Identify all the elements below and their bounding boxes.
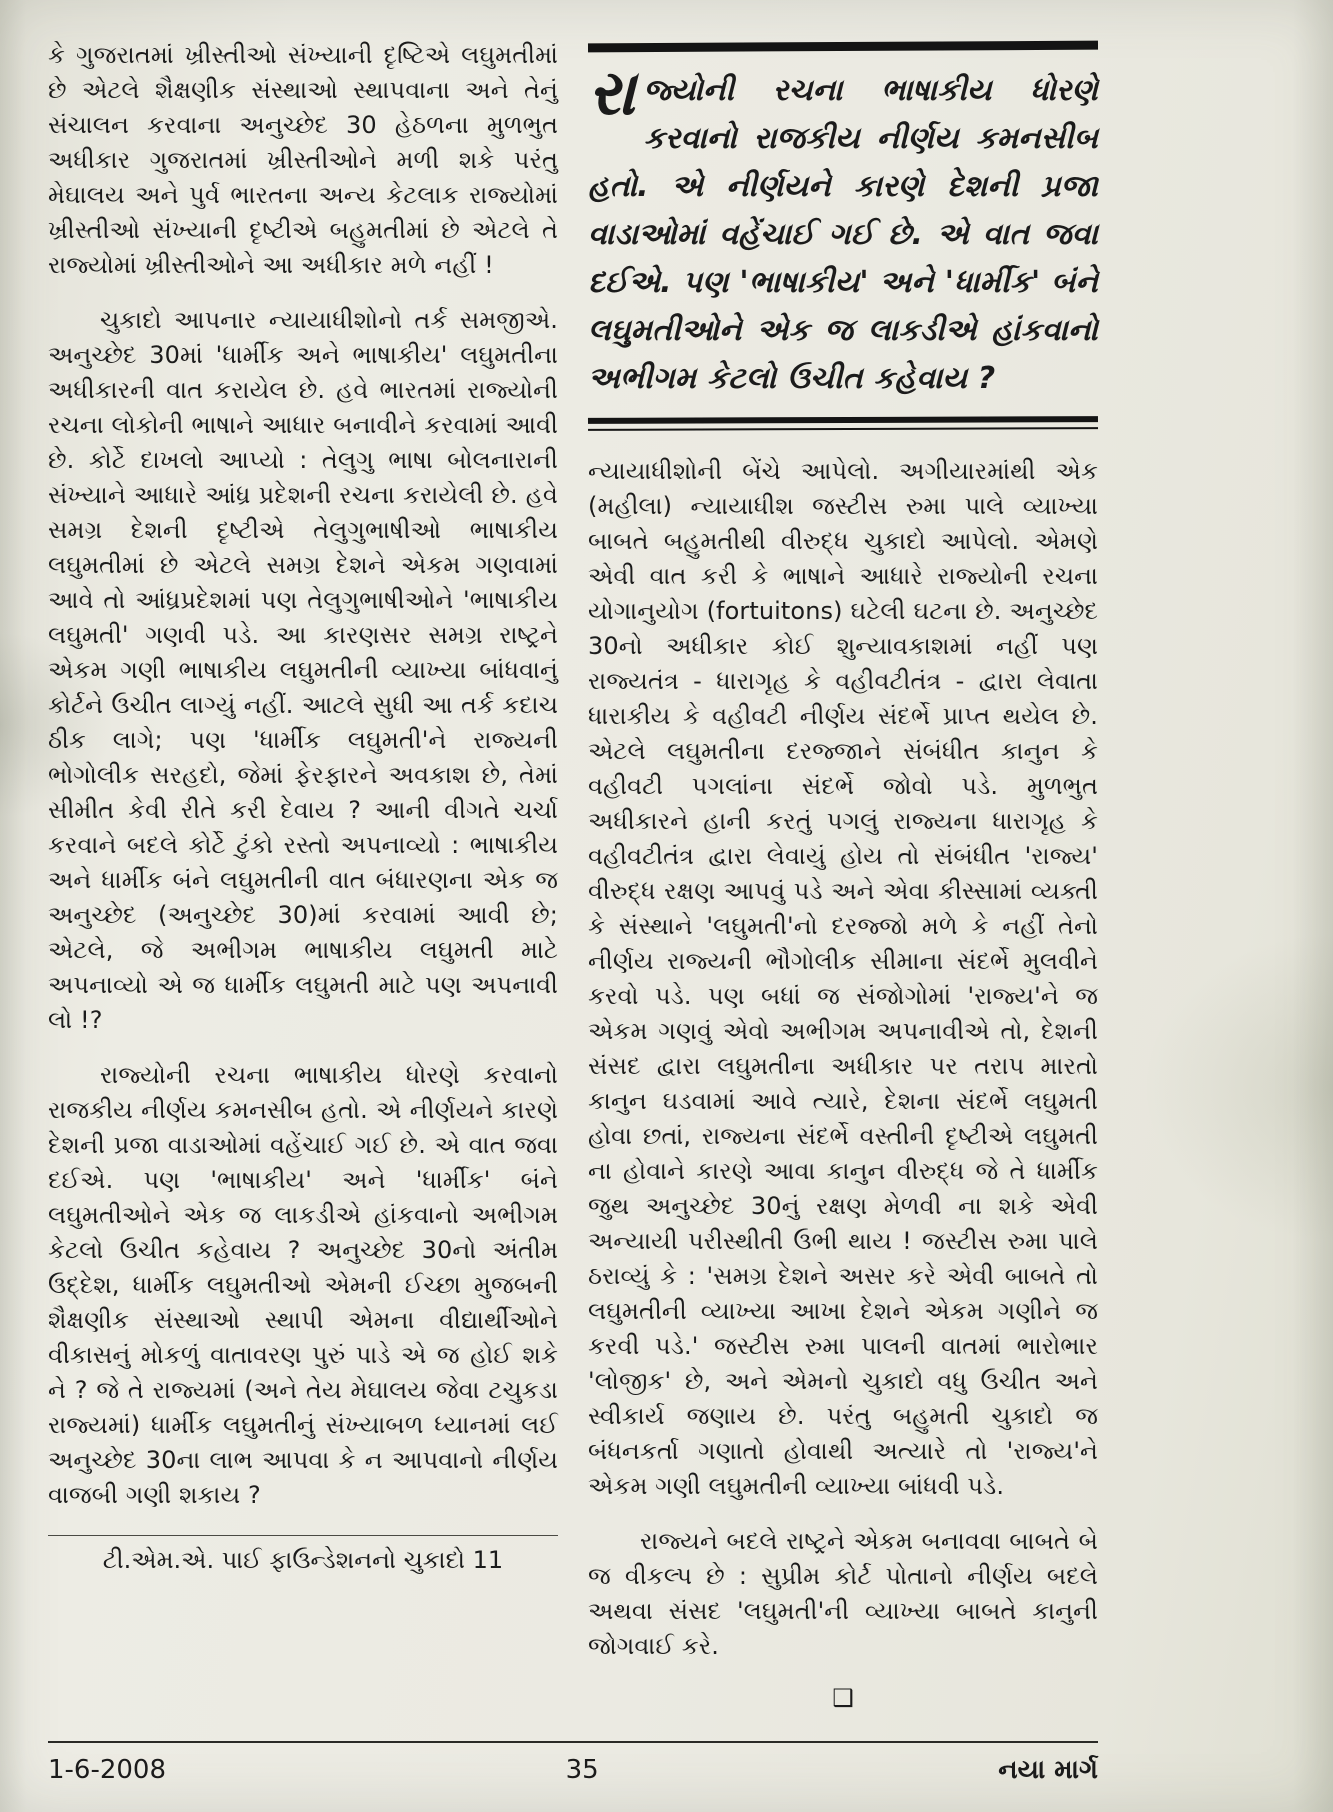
right-column	[588, 38, 1098, 1712]
pull-quote-drop-cap: રા	[588, 56, 636, 129]
body-paragraph: ચુકાદો આપનાર ન્યાયાધીશોનો તર્ક સમજીએ. અનુચ્છેદ 30માં 'ધાર્મીક અને ભાષાકીય' લઘુમતીના અધીકારની વાત કરાયેલ છે. હવે ભારતમાં રાજ્યોની રચના લોકોની ભાષાને આધાર બનાવીને કરવામાં આવી છે. કોર્ટે દાખલો આપ્યો : તેલુગુ ભાષા બોલનારાની સંખ્યાને આધારે આંધ્ર પ્રદેશની રચના કરાયેલી છે. હવે સમગ્ર દેશની દૃષ્ટીએ તેલુગુભાષીઓ ભાષાકીય લઘુમતીમાં છે એટલે સમગ્ર દેશને એકમ ગણવામાં આવે તો આંધ્રપ્રદેશમાં પણ તેલુગુભાષીઓને 'ભાષાકીય લઘુમતી' ગણવી પડે. આ કારણસર સમગ્ર રાષ્ટ્રને એકમ ગણી ભાષાકીય લઘુમતીની વ્યાખ્યા બાંધવાનું કોર્ટને ઉચીત લાગ્યું નહીં. આટલે સુધી આ તર્ક કદાચ ઠીક લાગે; પણ 'ધાર્મીક લઘુમતી'ને રાજ્યની ભોગોલીક સરહદો, જેમાં ફેરફારને અવકાશ છે, તેમાં સીમીત કેવી રીતે કરી દેવાય ? આની વીગતે ચર્ચા કરવાને બદલે કોર્ટે ટુંકો રસ્તો અપનાવ્યો : ભાષાકીય અને ધાર્મીક બંને લઘુમતીની વાત બંધારણના એક જ અનુચ્છેદ (અનુચ્છેદ 30)માં કરવામાં આવી છે; એટલે, જે અભીગમ ભાષાકીય લઘુમતી માટે અપનાવ્યો એ જ ધાર્મીક લઘુમતી માટે પણ અપનાવી લો !?	[48, 306, 558, 1034]
body-paragraph: કે ગુજરાતમાં ખ્રીસ્તીઓ સંખ્યાની દૃષ્ટિએ લઘુમતીમાં છે એટલે શૈક્ષણીક સંસ્થાઓ સ્થાપવાના અને તેનું સંચાલન કરવાના અનુચ્છેદ 30 હેઠળના મુળભુત અધીકાર ગુજરાતમાં ખ્રીસ્તીઓને મળી શકે પરંતુ મેઘાલય અને પુર્વ ભારતના અન્ય કેટલાક રાજ્યોમાં ખ્રીસ્તીઓ સંખ્યાની દૃષ્ટીએ બહુમતીમાં છે એટલે તે રાજ્યોમાં ખ્રીસ્તીઓને આ અધીકાર મળે નહીં !	[48, 41, 558, 279]
pull-quote	[588, 56, 1098, 403]
end-of-article-icon: ❑	[832, 1684, 854, 1712]
body-paragraph: રાજ્યોની રચના ભાષાકીય ધોરણે કરવાનો રાજકીય નીર્ણય કમનસીબ હતો. એ નીર્ણયને કારણે દેશની પ્રજા વાડાઓમાં વહેંચાઈ ગઈ છે. એ વાત જવા દઈએ. પણ 'ભાષાકીય' અને 'ધાર્મીક' બંને લઘુમતીઓને એક જ લાકડીએ હાંકવાનો અભીગમ કેટલો ઉચીત કહેવાય ? અનુચ્છેદ 30નો અંતીમ ઉદ્દેશ, ધાર્મીક લઘુમતીઓ એમની ઈચ્છા મુજબની શૈક્ષણીક સંસ્થાઓ સ્થાપી એમના વીદ્યાર્થીઓને વીકાસનું મોકળું વાતાવરણ પુરું પાડે એ જ હોઈ શકે ને ? જે તે રાજ્યમાં (અને તેય મેઘાલય જેવા ટચુકડા રાજ્યમાં) ધાર્મીક લઘુમતીનું સંખ્યાબળ ધ્યાનમાં લઈ અનુચ્છેદ 30ના લાભ આપવા કે ન આપવાનો નીર્ણય વાજબી ગણી શકાય ?	[48, 1061, 558, 1509]
page-footer	[48, 1741, 1098, 1786]
top-rule	[588, 41, 1098, 53]
body-paragraph: રાજ્યને બદલે રાષ્ટ્રને એકમ બનાવવા બાબતે બે જ વીકલ્પ છે : સુપ્રીમ કોર્ટ પોતાનો નીર્ણય બદલે અથવા સંસદ 'લઘુમતી'ની વ્યાખ્યા બાબતે કાનુની જોગવાઈ કરે.	[588, 1527, 1098, 1660]
footer-page-number: 35	[565, 1755, 599, 1785]
pull-quote-text: જ્યોની રચના ભાષાકીય ધોરણે કરવાનો રાજકીય નીર્ણય કમનસીબ હતો. એ નીર્ણયને કારણે દેશની પ્રજા વાડાઓમાં વહેંચાઈ ગઈ છે. એ વાત જવા દઈએ. પણ 'ભાષાકીય' અને 'ધાર્મીક' બંને લઘુમતીઓને એક જ લાકડીએ હાંકવાનો અભીગમ કેટલો ઉચીત કહેવાય ?	[588, 73, 1098, 396]
double-rule	[588, 416, 1098, 431]
series-footnote: ટી.એમ.એ. પાઈ ફાઉન્ડેશનનો ચુકાદો 11	[48, 1535, 558, 1574]
footer-date: 1-6-2008	[48, 1755, 167, 1785]
footer-magazine-name: નયા માર્ગ	[998, 1755, 1098, 1785]
left-column	[48, 38, 558, 1712]
body-paragraph: ન્યાયાધીશોની બેંચે આપેલો. અગીયારમાંથી એક (મહીલા) ન્યાયાધીશ જસ્ટીસ રુમા પાલે વ્યાખ્યા બાબતે બહુમતીથી વીરુદ્ધ ચુકાદો આપેલો. એમણે એવી વાત કરી કે ભાષાને આધારે રાજ્યોની રચના યોગાનુયોગ (fortuitons) ઘટેલી ઘટના છે. અનુચ્છેદ 30નો અધીકાર કોઈ શુન્યાવકાશમાં નહીં પણ રાજ્યતંત્ર - ધારાગૃહ કે વહીવટીતંત્ર - દ્વારા લેવાતા ધારાકીય કે વહીવટી નીર્ણય સંદર્ભે પ્રાપ્ત થયેલ છે. એટલે લઘુમતીના દરજ્જાને સંબંધીત કાનુન કે વહીવટી પગલાંના સંદર્ભે જોવો પડે. મુળભુત અધીકારને હાની કરતું પગલું રાજ્યના ધારાગૃહ કે વહીવટીતંત્ર દ્વારા લેવાયું હોય તો સંબંધીત 'રાજ્ય' વીરુદ્ધ રક્ષણ આપવું પડે અને એવા કીસ્સામાં વ્યક્તી કે સંસ્થાને 'લઘુમતી'નો દરજ્જો મળે કે નહીં તેનો નીર્ણય રાજ્યની ભૌગોલીક સીમાના સંદર્ભે મુલવીને કરવો પડે. પણ બધાં જ સંજોગોમાં 'રાજ્ય'ને જ એકમ ગણવું એવો અભીગમ અપનાવીએ તો, દેશની સંસદ દ્વારા લઘુમતીના અધીકાર પર તરાપ મારતો કાનુન ઘડવામાં આવે ત્યારે, દેશના સંદર્ભે લઘુમતી હોવા છતાં, રાજ્યના સંદર્ભે વસ્તીની દૃષ્ટીએ લઘુમતી ના હોવાને કારણે આવા કાનુન વીરુદ્ધ જે તે ધાર્મીક જુથ અનુચ્છેદ 30નું રક્ષણ મેળવી ના શકે એવી અન્યાયી પરીસ્થીતી ઉભી થાય ! જસ્ટીસ રુમા પાલે ઠરાવ્યું કે : 'સમગ્ર દેશને અસર કરે એવી બાબતે તો લઘુમતીની વ્યાખ્યા આખા દેશને એકમ ગણીને જ કરવી પડે.' જસ્ટીસ રુમા પાલની વાતમાં ભારોભાર 'લોજીક' છે, અને એમનો ચુકાદો વધુ ઉચીત અને સ્વીકાર્ય જણાય છે. પરંતુ બહુમતી ચુકાદો જ બંધનકર્તા ગણાતો હોવાથી અત્યારે તો 'રાજ્ય'ને એકમ ગણી લઘુમતીની વ્યાખ્યા બાંધવી પડે.	[588, 457, 1098, 1500]
